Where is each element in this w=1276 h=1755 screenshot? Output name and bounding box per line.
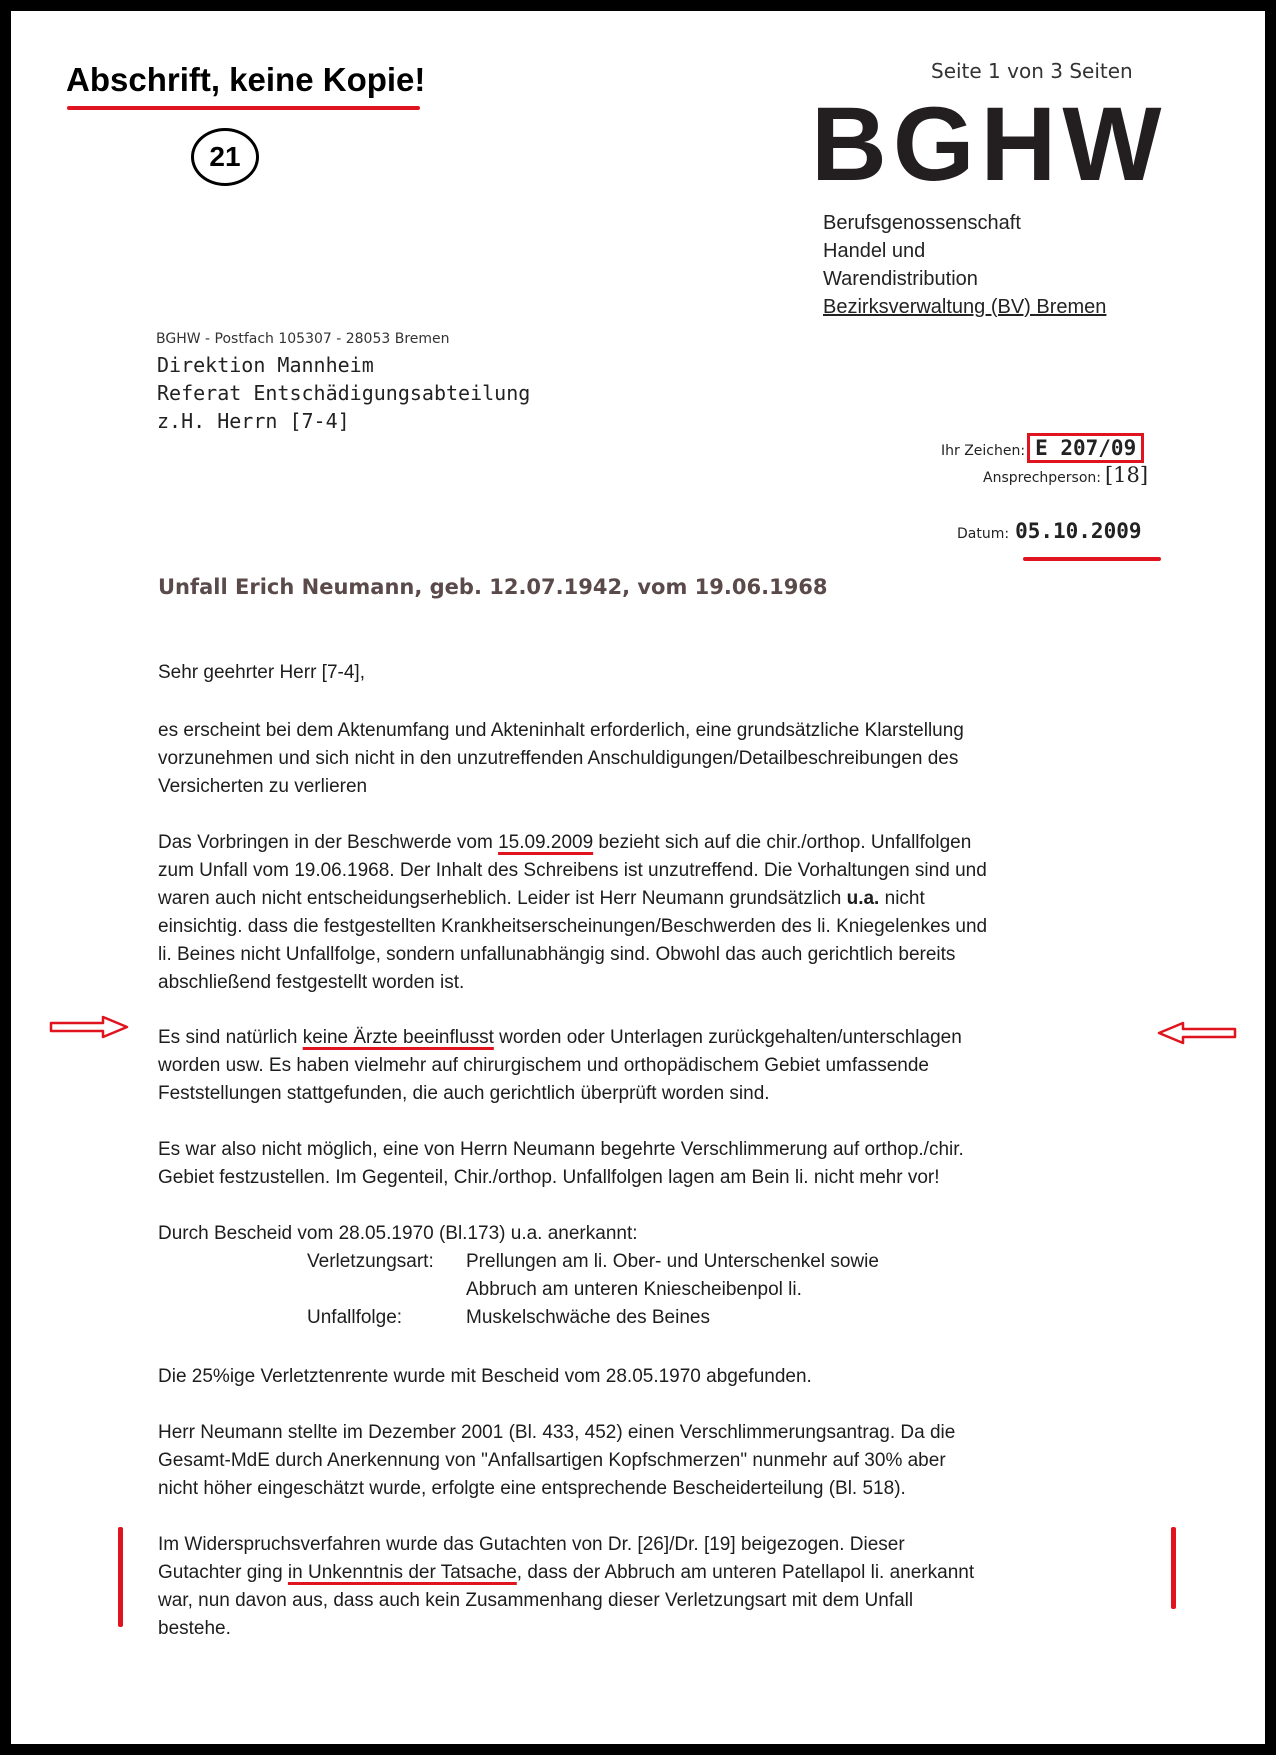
injury-value-2: Muskelschwäche des Beines <box>466 1307 710 1328</box>
paragraph-4 <box>158 1136 964 1192</box>
injury-label-1: Verletzungsart: <box>307 1251 434 1272</box>
organization-block <box>823 209 1106 321</box>
recipient-line: Referat Entschädigungsabteilung <box>157 381 531 405</box>
text-span: waren auch nicht entscheidungserheblich. Leider ist Herr Neumann grundsätzlich <box>158 888 847 909</box>
text-span: Das Vorbringen in der Beschwerde vom <box>158 832 499 853</box>
text-line: einsichtig. dass die festgestellten Krankheitserscheinungen/Beschwerden des li. Kniegelenkes und <box>158 916 988 937</box>
date-label: Datum: <box>957 526 1010 542</box>
text-line: li. Beines nicht Unfallfolge, sondern unfallunabhängig sind. Obwohl das auch gerichtlich bereits <box>158 944 956 965</box>
date-row <box>957 519 1142 543</box>
text-line: abschließend festgestellt worden ist. <box>158 972 465 993</box>
complaint-date-highlight: 15.09.2009 <box>498 832 594 853</box>
org-line: Warendistribution <box>823 268 978 290</box>
paragraph-8 <box>158 1531 974 1643</box>
text-line <box>158 1559 974 1587</box>
text-line: Durch Bescheid vom 28.05.1970 (Bl.173) u.a. anerkannt: <box>158 1223 638 1244</box>
left-arrow-icon <box>1157 1021 1237 1045</box>
text-span: Gutachter ging <box>158 1562 288 1583</box>
org-office: Bezirksverwaltung (BV) Bremen <box>823 296 1107 318</box>
text-line <box>158 1024 962 1052</box>
date-value: 05.10.2009 <box>1015 519 1142 543</box>
paragraph-7 <box>158 1419 955 1503</box>
org-line: Berufsgenossenschaft <box>823 212 1021 234</box>
bold-text: u.a. <box>846 888 880 909</box>
reference-value: E 207/09 <box>1027 433 1144 463</box>
paragraph-2 <box>158 829 987 997</box>
text-line: bestehe. <box>158 1618 231 1639</box>
text-line: nicht höher eingeschätzt wurde, erfolgte eine entsprechende Bescheiderteilung (Bl. 518). <box>158 1478 906 1499</box>
contact-row <box>983 463 1148 487</box>
recipient-address <box>157 351 530 435</box>
paragraph-3 <box>158 1024 962 1108</box>
margin-mark-right <box>1171 1527 1176 1609</box>
ignorance-highlight: in Unkenntnis der Tatsache <box>287 1562 517 1583</box>
text-line: vorzunehmen und sich nicht in den unzutreffenden Anschuldigungen/Detailbeschreibungen des <box>158 748 959 769</box>
injury-value-1a: Prellungen am li. Ober- und Unterschenkel sowie <box>466 1251 879 1272</box>
injury-value-1b: Abbruch am unteren Kniescheibenpol li. <box>466 1279 802 1300</box>
text-line: es erscheint bei dem Aktenumfang und Akteninhalt erforderlich, eine grundsätzliche Klarstellung <box>158 720 964 741</box>
sender-line: BGHW - Postfach 105307 - 28053 Bremen <box>156 331 450 347</box>
text-span: Es sind natürlich <box>158 1027 303 1048</box>
stamp-underline <box>67 106 420 110</box>
text-line: worden usw. Es haben vielmehr auf chirurgischem und orthopädischem Gebiet umfassende <box>158 1055 929 1076</box>
text-span: , dass der Abbruch am unteren Patellapol li. anerkannt <box>516 1562 975 1583</box>
contact-value: [18] <box>1104 463 1149 487</box>
text-line: Feststellungen stattgefunden, die auch gerichtlich überprüft worden sind. <box>158 1083 770 1104</box>
paragraph-6: Die 25%ige Verletztenrente wurde mit Bescheid vom 28.05.1970 abgefunden. <box>158 1366 812 1387</box>
copy-stamp: Abschrift, keine Kopie! <box>66 61 426 98</box>
subject-line: Unfall Erich Neumann, geb. 12.07.1942, vom 19.06.1968 <box>158 575 828 599</box>
bghw-logo: BGHW <box>811 86 1168 203</box>
right-arrow-icon <box>49 1015 129 1039</box>
text-line: war, nun davon aus, dass auch kein Zusammenhang dieser Verletzungsart mit dem Unfall <box>158 1590 914 1611</box>
text-line: Versicherten zu verlieren <box>158 776 368 797</box>
text-line: Herr Neumann stellte im Dezember 2001 (Bl. 433, 452) einen Verschlimmerungsantrag. Da die <box>158 1422 956 1443</box>
reference-label: Ihr Zeichen: <box>941 443 1026 459</box>
reference-row <box>941 433 1144 463</box>
recipient-line: z.H. Herrn [7-4] <box>157 409 350 433</box>
text-span: bezieht sich auf die chir./orthop. Unfallfolgen <box>593 832 972 853</box>
text-line: zum Unfall vom 19.06.1968. Der Inhalt des Schreibens ist unzutreffend. Die Vorhaltungen sind und <box>158 860 987 881</box>
letter-page <box>9 9 1267 1746</box>
text-line: Es war also nicht möglich, eine von Herrn Neumann begehrte Verschlimmerung auf orthop./chir. <box>158 1139 964 1160</box>
text-line: Gebiet festzustellen. Im Gegenteil, Chir./orthop. Unfallfolgen lagen am Bein li. nicht mehr vor! <box>158 1167 940 1188</box>
text-line: Im Widerspruchsverfahren wurde das Gutachten von Dr. [26]/Dr. [19] beigezogen. Dieser <box>158 1534 905 1555</box>
text-line: Gesamt-MdE durch Anerkennung von "Anfallsartigen Kopfschmerzen" nunmehr auf 30% aber <box>158 1450 946 1471</box>
paragraph-1 <box>158 717 964 801</box>
org-line: Handel und <box>823 240 926 262</box>
text-line <box>158 829 987 857</box>
text-span: worden oder Unterlagen zurückgehalten/unterschlagen <box>493 1027 962 1048</box>
margin-mark-left <box>118 1527 123 1627</box>
recipient-line: Direktion Mannheim <box>157 353 374 377</box>
document-number-circle: 21 <box>191 128 259 186</box>
text-line <box>158 885 987 913</box>
contact-label: Ansprechperson: <box>983 470 1101 486</box>
salutation: Sehr geehrter Herr [7-4], <box>158 662 365 683</box>
doctors-highlight: keine Ärzte beeinflusst <box>302 1027 494 1048</box>
injury-label-2: Unfallfolge: <box>307 1307 403 1328</box>
page-info: Seite 1 von 3 Seiten <box>931 59 1133 83</box>
text-span: nicht <box>879 888 925 909</box>
paragraph-5 <box>158 1220 638 1248</box>
date-underline <box>1023 557 1161 561</box>
